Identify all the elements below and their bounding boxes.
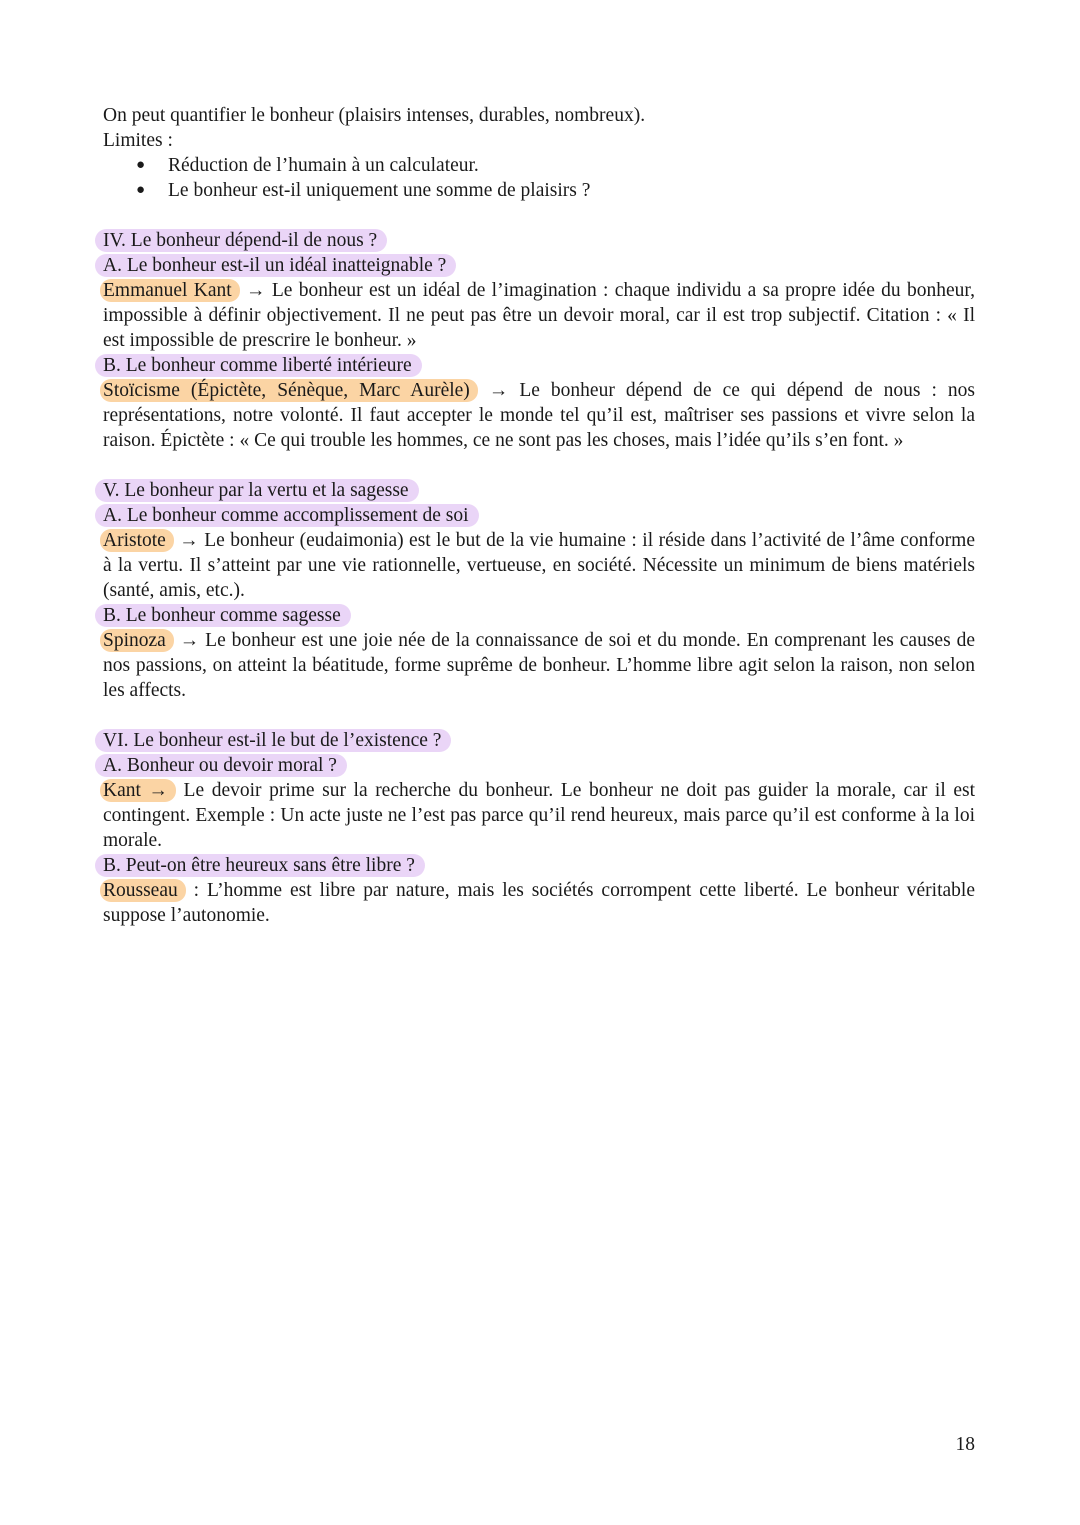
paragraph-kant-devoir <box>103 778 975 853</box>
paragraph-rousseau <box>103 878 975 928</box>
paragraph-kant-ideal <box>103 278 975 353</box>
subsection-title: A. Bonheur ou devoir moral ? <box>95 754 347 777</box>
section-title: IV. Le bonheur dépend-il de nous ? <box>95 229 387 252</box>
spacer <box>103 703 975 728</box>
limits-list <box>103 153 975 203</box>
list-item: ● Le bonheur est-il uniquement une somme de plaisirs ? <box>103 178 975 203</box>
author-highlight: Kant → <box>100 779 176 802</box>
section-heading-vi <box>103 728 975 753</box>
intro-line: On peut quantifier le bonheur (plaisirs intenses, durables, nombreux). <box>103 105 646 126</box>
section-title: VI. Le bonheur est-il le but de l’existence ? <box>95 729 451 752</box>
subsection-title: B. Peut-on être heureux sans être libre ? <box>95 854 425 877</box>
spacer <box>103 453 975 478</box>
author-highlight: Spinoza <box>100 629 174 652</box>
subsection-title: A. Le bonheur comme accomplissement de soi <box>95 504 479 527</box>
paragraph-stoicisme <box>103 378 975 453</box>
author-highlight: Aristote <box>100 529 174 552</box>
paragraph-text: : L’homme est libre par nature, mais les sociétés corrompent cette liberté. Le bonheur véritable suppose l’autonomie. <box>103 880 975 926</box>
paragraph-text: → Le bonheur (eudaimonia) est le but de la vie humaine : il réside dans l’activité de l’âme conforme à la vertu. Il s’atteint par une vie rationnelle, vertueuse, en société. Nécessite un minimum de biens matériels (santé, amis, etc.). <box>103 530 975 601</box>
section-heading-v <box>103 478 975 503</box>
author-highlight: Emmanuel Kant <box>100 279 240 302</box>
list-item: ● Réduction de l’humain à un calculateur. <box>103 153 975 178</box>
spacer <box>103 203 975 228</box>
subsection-title: B. Le bonheur comme liberté intérieure <box>95 354 422 377</box>
paragraph-aristote <box>103 528 975 603</box>
author-highlight: Stoïcisme (Épictète, Sénèque, Marc Aurèle) <box>100 379 478 402</box>
subsection-heading-iv-a <box>103 253 975 278</box>
subsection-heading-v-b <box>103 603 975 628</box>
subsection-heading-vi-a <box>103 753 975 778</box>
subsection-heading-iv-b <box>103 353 975 378</box>
section-heading-iv <box>103 228 975 253</box>
paragraph-text: → Le bonheur dépend de ce qui dépend de nous : nos représentations, notre volonté. Il faut accepter le monde tel qu’il est, maîtriser ses passions et vivre selon la raison. Épictète : « Ce qui trouble les hommes, ce ne sont pas les choses, mais l’idée qu’ils s’en font. » <box>103 380 975 451</box>
subsection-heading-vi-b <box>103 853 975 878</box>
document-page <box>103 103 975 928</box>
paragraph-text: → Le bonheur est un idéal de l’imagination : chaque individu a sa propre idée du bonheur, impossible à définir objectivement. Il ne peut pas être un devoir moral, car il est trop subjectif. Citation : « Il est impossible de prescrire le bonheur. » <box>103 280 975 351</box>
paragraph-spinoza <box>103 628 975 703</box>
author-highlight: Rousseau <box>100 879 186 902</box>
subsection-title: A. Le bonheur est-il un idéal inatteignable ? <box>95 254 456 277</box>
paragraph-text: → Le bonheur est une joie née de la connaissance de soi et du monde. En comprenant les causes de nos passions, on atteint la béatitude, forme suprême de bonheur. L’homme libre agit selon la raison, non selon les affects. <box>103 630 975 701</box>
section-title: V. Le bonheur par la vertu et la sagesse <box>95 479 419 502</box>
limits-label: Limites : <box>103 130 173 151</box>
subsection-title: B. Le bonheur comme sagesse <box>95 604 351 627</box>
page-number: 18 <box>955 1434 975 1455</box>
subsection-heading-v-a <box>103 503 975 528</box>
paragraph-text: Le devoir prime sur la recherche du bonheur. Le bonheur ne doit pas guider la morale, car il est contingent. Exemple : Un acte juste ne l’est pas parce qu’il rend heureux, mais parce qu’il est conforme à la loi morale. <box>103 780 976 851</box>
